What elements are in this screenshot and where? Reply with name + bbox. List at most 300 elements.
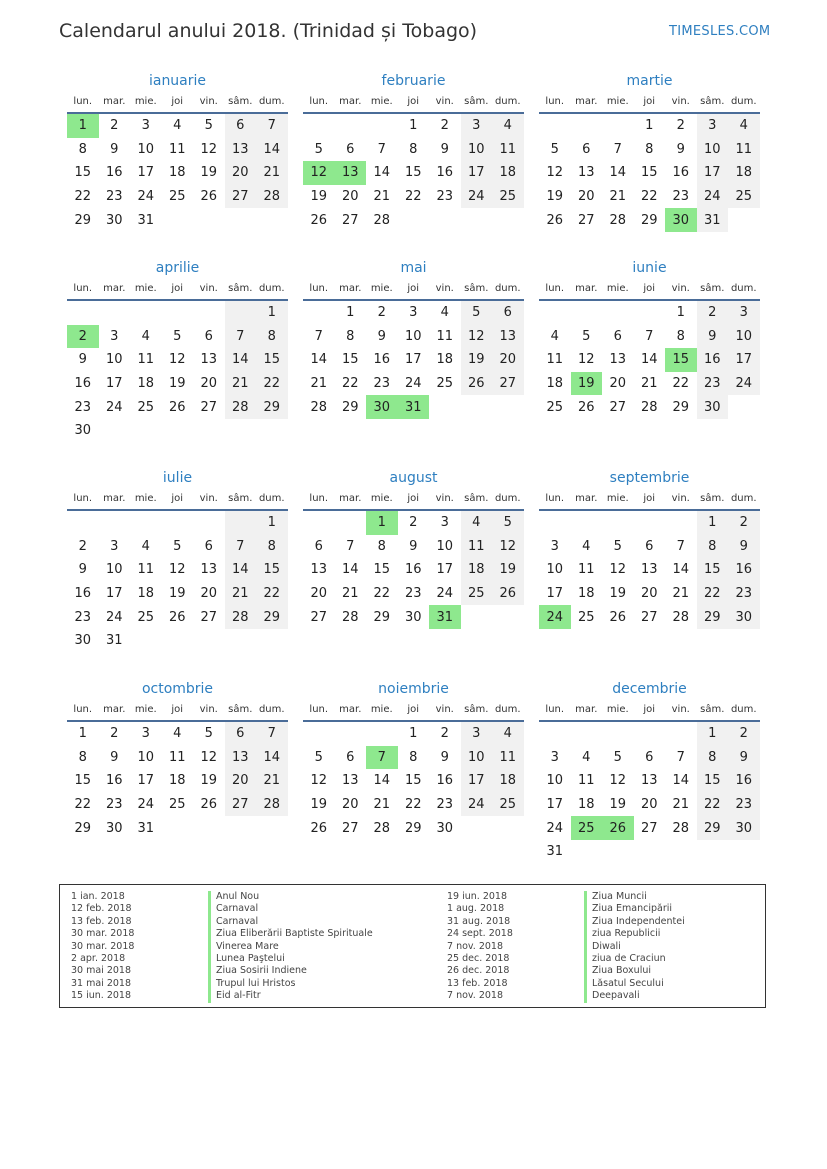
day-cell: 16 [373, 352, 391, 368]
day-cell: 8 [676, 328, 685, 344]
day-cell: 25 [492, 185, 524, 209]
day-cell: 13 [640, 773, 658, 789]
day-cell: 18 [577, 586, 595, 602]
month-title: iunie [632, 260, 667, 276]
day-cell: 5 [204, 118, 213, 134]
day-cell: 6 [204, 328, 213, 344]
month-title: noiembrie [378, 681, 449, 697]
day-cell: 4 [461, 511, 493, 535]
empty-day-cell [303, 511, 335, 535]
day-cell: 4 [728, 114, 760, 138]
day-grid [303, 114, 524, 232]
weekday-label: dum. [494, 96, 521, 107]
day-cell: 15 [640, 165, 658, 181]
day-cell: 20 [341, 797, 359, 813]
empty-day-cell [429, 395, 461, 419]
day-cell: 2 [676, 118, 685, 134]
day-cell: 13 [609, 352, 627, 368]
day-cell: 14 [672, 562, 690, 578]
empty-day-cell [461, 395, 493, 419]
day-cell: 26 [310, 820, 328, 836]
weekday-label: vin. [199, 283, 218, 294]
holiday-name: Vinerea Mare [208, 941, 373, 953]
day-cell: 6 [314, 538, 323, 554]
weekday-label: joi [171, 704, 184, 715]
empty-day-cell [602, 114, 634, 138]
weekday-label: lun. [73, 283, 93, 294]
day-cell: 20 [341, 189, 359, 205]
empty-day-cell [571, 301, 603, 325]
empty-day-cell [461, 208, 493, 232]
day-cell: 1 [676, 305, 685, 321]
day-cell: 13 [577, 165, 595, 181]
day-cell: 21 [225, 372, 257, 396]
day-cell: 20 [225, 769, 257, 793]
day-cell: 27 [640, 609, 658, 625]
day-cell: 18 [577, 797, 595, 813]
day-cell: 26 [310, 212, 328, 228]
holiday-date: 30 mar. 2018 [71, 928, 135, 940]
weekday-label: joi [171, 96, 184, 107]
month-august [303, 467, 524, 629]
empty-day-cell [162, 511, 194, 535]
day-cell: 11 [436, 328, 454, 344]
day-cell: 13 [640, 562, 658, 578]
day-cell: 27 [200, 399, 218, 415]
day-cell: 11 [546, 352, 564, 368]
day-cell: 12 [546, 165, 564, 181]
weekday-header [67, 92, 288, 114]
empty-day-cell [303, 301, 335, 325]
day-grid [539, 722, 760, 864]
day-cell: 11 [492, 138, 524, 162]
holiday-date: 24 sept. 2018 [447, 928, 513, 940]
day-cell: 6 [225, 722, 257, 746]
day-cell: 14 [256, 746, 288, 770]
day-cell: 28 [373, 212, 391, 228]
day-cell: 31 [137, 820, 155, 836]
day-cell: 2 [377, 305, 386, 321]
day-cell: 6 [204, 538, 213, 554]
day-cell: 10 [461, 746, 493, 770]
holiday-date: 13 feb. 2018 [447, 977, 508, 989]
day-cell: 5 [173, 328, 182, 344]
day-cell: 9 [728, 746, 760, 770]
weekday-label: joi [407, 493, 420, 504]
day-cell: 2 [728, 511, 760, 535]
day-cell: 18 [168, 165, 186, 181]
day-cell: 2 [440, 726, 449, 742]
day-cell: 22 [404, 797, 422, 813]
weekday-label: sâm. [464, 704, 489, 715]
day-cell: 19 [200, 773, 218, 789]
day-cell: 22 [256, 372, 288, 396]
day-cell: 8 [697, 746, 729, 770]
day-cell: 27 [640, 820, 658, 836]
month-octombrie [67, 678, 288, 840]
day-cell: 22 [640, 189, 658, 205]
holiday-name: Lunea Paştelui [208, 953, 373, 965]
day-cell: 26 [546, 212, 564, 228]
day-cell: 26 [461, 372, 493, 396]
day-cell: 21 [256, 769, 288, 793]
day-cell: 20 [577, 189, 595, 205]
empty-day-cell [366, 114, 398, 138]
legend-dates-right [447, 891, 513, 1003]
day-cell: 27 [225, 793, 257, 817]
weekday-label: lun. [545, 493, 565, 504]
day-cell: 4 [173, 118, 182, 134]
empty-day-cell [602, 511, 634, 535]
weekday-label: sâm. [228, 283, 253, 294]
day-cell: 11 [492, 746, 524, 770]
day-cell: 22 [373, 586, 391, 602]
weekday-label: lun. [545, 704, 565, 715]
weekday-label: lun. [309, 704, 329, 715]
day-cell: 24 [697, 185, 729, 209]
empty-day-cell [571, 511, 603, 535]
day-cell: 13 [341, 773, 359, 789]
day-cell: 20 [492, 348, 524, 372]
day-cell: 30 [105, 212, 123, 228]
day-cell: 27 [341, 820, 359, 836]
day-cell: 19 [546, 189, 564, 205]
day-cell: 24 [137, 797, 155, 813]
day-cell: 15 [404, 165, 422, 181]
day-cell: 4 [492, 722, 524, 746]
day-cell: 9 [440, 749, 449, 765]
day-cell: 28 [225, 605, 257, 629]
day-cell: 26 [577, 399, 595, 415]
day-cell: 16 [728, 769, 760, 793]
day-cell: 28 [256, 793, 288, 817]
day-cell: 3 [697, 114, 729, 138]
day-grid [67, 301, 288, 443]
weekday-label: joi [643, 493, 656, 504]
day-cell: 24 [546, 820, 564, 836]
month-noiembrie [303, 678, 524, 840]
holiday-date: 12 feb. 2018 [71, 903, 132, 915]
weekday-label: dum. [494, 493, 521, 504]
day-cell: 7 [225, 535, 257, 559]
day-cell: 12 [168, 562, 186, 578]
holiday-day-cell: 1 [67, 114, 99, 138]
day-cell: 24 [436, 586, 454, 602]
weekday-label: mie. [134, 704, 157, 715]
day-cell: 30 [436, 820, 454, 836]
day-cell: 21 [373, 797, 391, 813]
month-aprilie [67, 257, 288, 443]
day-cell: 24 [105, 609, 123, 625]
weekday-label: dum. [730, 96, 757, 107]
holiday-name: ziua Republicii [584, 928, 685, 940]
holiday-name: Eid al-Fitr [208, 990, 373, 1002]
day-cell: 5 [461, 301, 493, 325]
day-cell: 9 [110, 141, 119, 157]
empty-day-cell [256, 208, 288, 232]
empty-day-cell [162, 208, 194, 232]
day-cell: 21 [225, 582, 257, 606]
day-cell: 15 [74, 165, 92, 181]
weekday-label: lun. [73, 704, 93, 715]
weekday-label: joi [171, 493, 184, 504]
day-cell: 29 [697, 816, 729, 840]
day-cell: 28 [310, 399, 328, 415]
day-cell: 8 [409, 141, 418, 157]
weekday-label: sâm. [464, 96, 489, 107]
day-cell: 6 [645, 749, 654, 765]
empty-day-cell [162, 301, 194, 325]
empty-day-cell [665, 722, 697, 746]
day-cell: 22 [74, 189, 92, 205]
weekday-label: vin. [671, 96, 690, 107]
day-cell: 14 [256, 138, 288, 162]
day-cell: 30 [105, 820, 123, 836]
day-cell: 1 [256, 301, 288, 325]
day-cell: 18 [168, 773, 186, 789]
day-cell: 18 [137, 586, 155, 602]
weekday-label: vin. [435, 283, 454, 294]
day-cell: 2 [110, 118, 119, 134]
day-cell: 5 [204, 726, 213, 742]
day-cell: 9 [676, 141, 685, 157]
day-cell: 27 [200, 609, 218, 625]
day-cell: 25 [546, 399, 564, 415]
weekday-label: mar. [103, 96, 126, 107]
weekday-label: dum. [258, 704, 285, 715]
day-cell: 10 [404, 328, 422, 344]
day-cell: 5 [582, 328, 591, 344]
day-cell: 4 [173, 726, 182, 742]
holiday-name: Trupul lui Hristos [208, 978, 373, 990]
day-cell: 19 [492, 558, 524, 582]
day-cell: 16 [436, 773, 454, 789]
day-cell: 9 [697, 325, 729, 349]
weekday-label: mar. [575, 283, 598, 294]
month-title: martie [626, 73, 673, 89]
day-cell: 18 [461, 558, 493, 582]
month-mai [303, 257, 524, 419]
day-cell: 7 [613, 141, 622, 157]
day-cell: 1 [697, 722, 729, 746]
day-cell: 4 [550, 328, 559, 344]
day-cell: 29 [697, 605, 729, 629]
day-cell: 21 [640, 376, 658, 392]
weekday-label: mar. [575, 493, 598, 504]
weekday-label: mie. [606, 493, 629, 504]
day-cell: 25 [168, 189, 186, 205]
day-cell: 16 [728, 558, 760, 582]
empty-day-cell [130, 629, 162, 653]
day-cell: 5 [550, 141, 559, 157]
empty-day-cell [728, 840, 760, 864]
day-cell: 20 [640, 797, 658, 813]
day-grid [303, 511, 524, 629]
day-cell: 2 [697, 301, 729, 325]
empty-day-cell [461, 605, 493, 629]
day-cell: 4 [141, 328, 150, 344]
legend-names-right [584, 891, 685, 1003]
day-cell: 7 [346, 538, 355, 554]
day-cell: 15 [373, 562, 391, 578]
day-cell: 12 [200, 141, 218, 157]
weekday-label: mie. [134, 283, 157, 294]
month-title: decembrie [612, 681, 687, 697]
holiday-day-cell: 15 [665, 348, 697, 372]
weekday-label: mie. [606, 283, 629, 294]
day-cell: 14 [225, 348, 257, 372]
day-cell: 2 [78, 538, 87, 554]
weekday-label: sâm. [228, 493, 253, 504]
weekday-label: dum. [730, 493, 757, 504]
weekday-label: mie. [134, 493, 157, 504]
day-cell: 23 [74, 609, 92, 625]
day-cell: 24 [404, 376, 422, 392]
day-cell: 31 [697, 208, 729, 232]
day-cell: 5 [613, 538, 622, 554]
empty-day-cell [225, 208, 257, 232]
day-cell: 24 [105, 399, 123, 415]
day-cell: 9 [377, 328, 386, 344]
day-cell: 6 [492, 301, 524, 325]
day-cell: 20 [640, 586, 658, 602]
empty-day-cell [193, 511, 225, 535]
day-cell: 10 [728, 325, 760, 349]
day-cell: 7 [314, 328, 323, 344]
month-title: ianuarie [148, 73, 207, 89]
day-cell: 23 [672, 189, 690, 205]
day-cell: 11 [728, 138, 760, 162]
empty-day-cell [225, 511, 257, 535]
day-cell: 11 [577, 773, 595, 789]
day-cell: 23 [373, 376, 391, 392]
day-cell: 14 [225, 558, 257, 582]
weekday-label: dum. [730, 704, 757, 715]
page-title: Calendarul anului 2018. (Trinidad și Tobago) [59, 20, 478, 42]
day-cell: 12 [200, 749, 218, 765]
day-cell: 6 [582, 141, 591, 157]
day-cell: 16 [697, 348, 729, 372]
day-cell: 28 [672, 820, 690, 836]
day-cell: 12 [609, 562, 627, 578]
empty-day-cell [193, 208, 225, 232]
month-decembrie [539, 678, 760, 864]
holiday-day-cell: 2 [67, 325, 99, 349]
empty-day-cell [602, 301, 634, 325]
weekday-label: vin. [671, 283, 690, 294]
day-cell: 23 [436, 797, 454, 813]
month-iulie [67, 467, 288, 653]
holiday-name: Carnaval [208, 903, 373, 915]
empty-day-cell [634, 511, 666, 535]
day-cell: 16 [105, 165, 123, 181]
day-cell: 2 [440, 118, 449, 134]
day-cell: 11 [137, 562, 155, 578]
day-cell: 25 [492, 793, 524, 817]
holiday-day-cell: 26 [602, 816, 634, 840]
empty-day-cell [193, 419, 225, 443]
day-cell: 21 [373, 189, 391, 205]
day-cell: 26 [168, 609, 186, 625]
day-cell: 8 [256, 325, 288, 349]
holiday-name: Ziua Sosirii Indiene [208, 965, 373, 977]
month-title: octombrie [141, 681, 214, 697]
day-cell: 24 [461, 185, 493, 209]
day-cell: 1 [645, 118, 654, 134]
day-cell: 7 [256, 722, 288, 746]
month-martie [539, 70, 760, 232]
day-cell: 4 [582, 538, 591, 554]
holiday-date: 15 iun. 2018 [71, 990, 132, 1002]
day-cell: 21 [672, 797, 690, 813]
day-cell: 3 [461, 114, 493, 138]
holiday-day-cell: 31 [429, 605, 461, 629]
day-cell: 7 [645, 328, 654, 344]
empty-day-cell [256, 629, 288, 653]
day-cell: 5 [613, 749, 622, 765]
day-cell: 20 [200, 376, 218, 392]
weekday-label: joi [643, 704, 656, 715]
holiday-day-cell: 1 [366, 511, 398, 535]
day-cell: 8 [78, 749, 87, 765]
day-cell: 11 [168, 749, 186, 765]
day-cell: 23 [728, 793, 760, 817]
weekday-label: mie. [606, 704, 629, 715]
empty-day-cell [429, 208, 461, 232]
holiday-day-cell: 19 [571, 372, 603, 396]
empty-day-cell [225, 816, 257, 840]
day-cell: 10 [436, 538, 454, 554]
empty-day-cell [634, 722, 666, 746]
holiday-name: Deepavali [584, 990, 685, 1002]
empty-day-cell [366, 722, 398, 746]
holiday-name: Ziua Emancipării [584, 903, 685, 915]
day-cell: 30 [404, 609, 422, 625]
holiday-date: 7 nov. 2018 [447, 990, 503, 1002]
empty-day-cell [225, 629, 257, 653]
holiday-date: 13 feb. 2018 [71, 915, 132, 927]
holiday-date: 7 nov. 2018 [447, 940, 503, 952]
weekday-label: mar. [575, 704, 598, 715]
empty-day-cell [398, 208, 430, 232]
brand-link[interactable]: TIMESLES.COM [669, 24, 771, 39]
day-cell: 15 [74, 773, 92, 789]
holiday-name: Carnaval [208, 916, 373, 928]
day-cell: 24 [461, 793, 493, 817]
weekday-header [303, 279, 524, 301]
day-cell: 27 [310, 609, 328, 625]
day-cell: 10 [546, 773, 564, 789]
month-title: februarie [381, 73, 446, 89]
empty-day-cell [335, 114, 367, 138]
holiday-date: 31 mai 2018 [71, 977, 132, 989]
day-cell: 13 [225, 138, 257, 162]
day-cell: 31 [137, 212, 155, 228]
empty-day-cell [492, 208, 524, 232]
empty-day-cell [335, 511, 367, 535]
day-cell: 1 [409, 726, 418, 742]
day-cell: 18 [492, 769, 524, 793]
day-cell: 12 [461, 325, 493, 349]
weekday-label: joi [407, 96, 420, 107]
empty-day-cell [665, 511, 697, 535]
day-cell: 7 [676, 749, 685, 765]
weekday-label: mar. [339, 704, 362, 715]
day-cell: 5 [492, 511, 524, 535]
day-grid [539, 511, 760, 629]
day-cell: 9 [409, 538, 418, 554]
holiday-date: 1 aug. 2018 [447, 903, 505, 915]
